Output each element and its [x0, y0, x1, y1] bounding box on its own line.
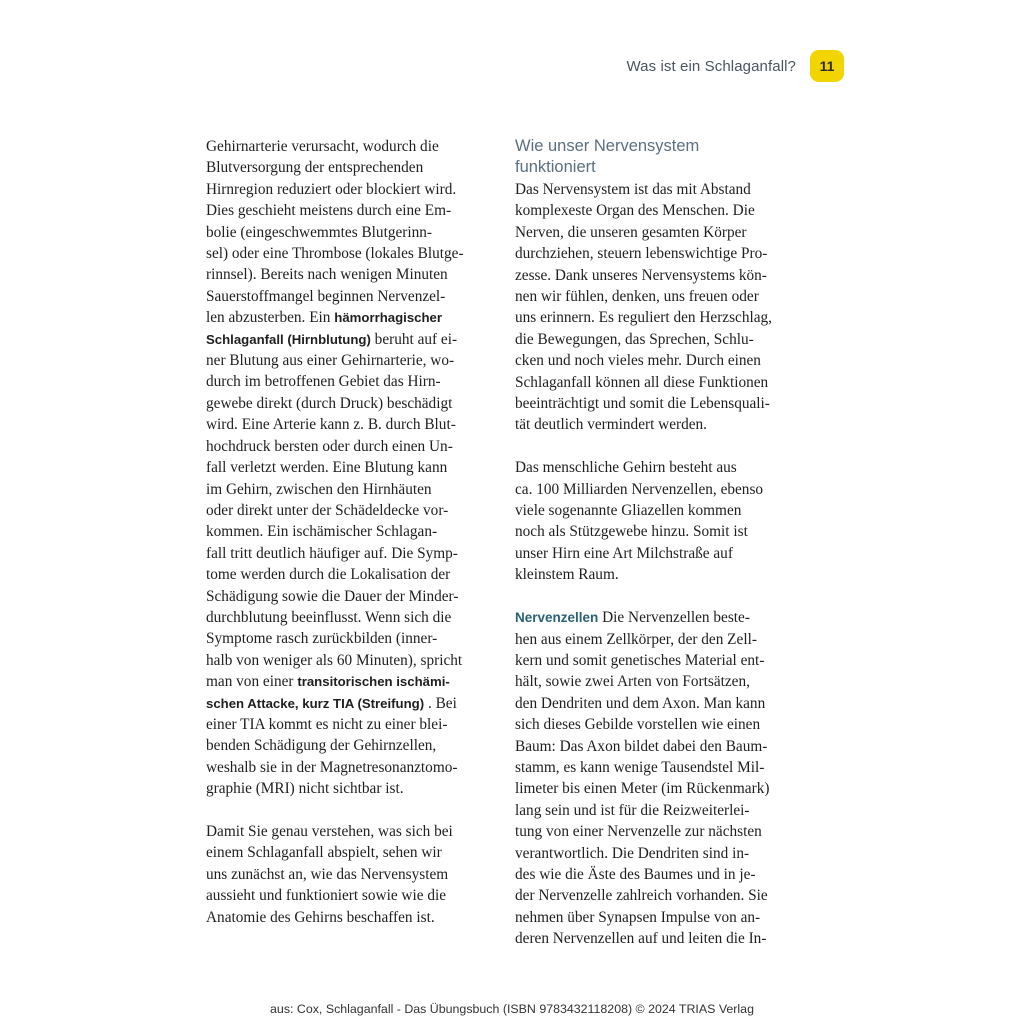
text-line: sel) oder eine Thrombose (lokales Blutge-	[206, 245, 464, 263]
paragraph-gap	[515, 436, 810, 457]
text-run: . Bei	[424, 694, 457, 712]
running-head	[626, 50, 844, 82]
text-run: man von einer	[206, 673, 298, 691]
text-run: len abzusterben. Ein	[206, 309, 335, 327]
text-line: zesse. Dank unseres Nervensystems kön-	[515, 266, 767, 284]
text-run: beruht auf ei-	[370, 330, 458, 348]
text-line: Hirnregion reduziert oder blockiert wird.	[206, 180, 457, 198]
text-line: Anatomie des Gehirns beschaffen ist.	[206, 908, 435, 926]
text-line: Symptome rasch zurückbilden (inner-	[206, 630, 438, 648]
text-line: kleinstem Raum.	[515, 566, 619, 584]
text-line: nehmen über Synapsen Impulse von an-	[515, 908, 761, 926]
text-line: einem Schlaganfall abspielt, sehen wir	[206, 844, 442, 862]
text-line	[206, 307, 496, 328]
text-line: uns zunächst an, wie das Nervensystem	[206, 865, 449, 883]
text-line: cken und noch vieles mehr. Durch einen	[515, 352, 761, 370]
paragraph	[515, 457, 810, 585]
text-line: hochdruck bersten oder durch einen Un-	[206, 437, 453, 455]
text-line: Blutversorgung der entsprechenden	[206, 159, 424, 177]
text-line: Das menschliche Gehirn besteht aus	[515, 459, 737, 477]
heading-line: Wie unser Nervensystem	[515, 137, 700, 155]
text-line: bolie (eingeschwemmtes Blutgerinn-	[206, 223, 432, 241]
heading-line: funktioniert	[515, 158, 596, 176]
page-number-badge: 11	[810, 50, 844, 82]
text-line: Schädigung sowie die Dauer der Minder-	[206, 587, 459, 605]
text-line: durch im betroffenen Gebiet das Hirn-	[206, 373, 441, 391]
text-line	[206, 671, 496, 692]
text-run: Die Nervenzellen beste-	[598, 609, 750, 627]
text-line: nen wir fühlen, denken, uns freuen oder	[515, 288, 759, 306]
source-footer: aus: Cox, Schlaganfall - Das Übungsbuch (ISBN 9783432118208) © 2024 TRIAS Verlag	[270, 1002, 754, 1016]
text-line: Damit Sie genau verstehen, was sich bei	[206, 822, 453, 840]
text-line: viele sogenannte Gliazellen kommen	[515, 502, 742, 520]
text-line: Nerven, die unseren gesamten Körper	[515, 223, 747, 241]
paragraph	[206, 136, 496, 800]
text-line: tome werden durch die Lokalisation der	[206, 566, 451, 584]
text-line: ner Blutung aus einer Gehirnarterie, wo-	[206, 352, 455, 370]
right-column	[515, 136, 810, 950]
text-line: im Gehirn, zwischen den Hirnhäuten	[206, 480, 432, 498]
text-line: Baum: Das Axon bildet dabei den Baum-	[515, 737, 768, 755]
paragraph	[206, 821, 496, 928]
text-line: deren Nervenzellen auf und leiten die In-	[515, 930, 767, 948]
text-line: durchziehen, steuern lebenswichtige Pro-	[515, 245, 768, 263]
paragraph	[515, 179, 810, 436]
text-line: verantwortlich. Die Dendriten sind in-	[515, 844, 750, 862]
text-line: hen aus einem Zellkörper, der den Zell-	[515, 630, 757, 648]
text-line: beeinträchtigt und somit die Lebensquali-	[515, 395, 770, 413]
text-line: Sauerstoffmangel beginnen Nervenzel-	[206, 287, 446, 305]
text-line: weshalb sie in der Magnetresonanztomo-	[206, 758, 458, 776]
text-line: Gehirnarterie verursacht, wodurch die	[206, 138, 439, 155]
text-line: Dies geschieht meistens durch eine Em-	[206, 202, 452, 220]
text-line: den Dendriten und dem Axon. Man kann	[515, 694, 766, 712]
run-in-term: Nervenzellen	[515, 610, 599, 626]
key-term: Schlaganfall (Hirnblutung)	[206, 331, 371, 347]
text-line: fall tritt deutlich häufiger auf. Die Symp-	[206, 544, 458, 562]
text-line: Das Nervensystem ist das mit Abstand	[515, 181, 751, 198]
text-line: Schlaganfall können all diese Funktionen	[515, 373, 769, 391]
text-line: oder direkt unter der Schädeldecke vor-	[206, 501, 449, 519]
text-line	[206, 693, 496, 714]
text-line: tung von einer Nervenzelle zur nächsten	[515, 823, 762, 841]
running-title: Was ist ein Schlaganfall?	[626, 57, 796, 75]
text-line: komplexeste Organ des Menschen. Die	[515, 202, 755, 220]
text-line: fall verletzt werden. Eine Blutung kann	[206, 459, 448, 477]
text-line: tät deutlich vermindert werden.	[515, 416, 707, 434]
text-line: aussieht und funktioniert sowie wie die	[206, 887, 447, 905]
text-line: wird. Eine Arterie kann z. B. durch Blut-	[206, 416, 456, 434]
key-term: schen Attacke, kurz TIA (Streifung)	[206, 695, 425, 711]
text-line	[515, 607, 810, 628]
text-line: lang sein und ist für die Reizweiterlei-	[515, 801, 750, 819]
key-term: transitorischen ischämi-	[297, 674, 450, 690]
text-line: die Bewegungen, das Sprechen, Schlu-	[515, 330, 754, 348]
text-line: hält, sowie zwei Arten von Fortsätzen,	[515, 673, 750, 691]
text-line: uns erinnern. Es reguliert den Herzschlag,	[515, 309, 772, 327]
left-column	[206, 136, 496, 928]
paragraph-gap	[515, 586, 810, 607]
text-line: graphie (MRI) nicht sichtbar ist.	[206, 780, 404, 798]
text-line: benden Schädigung der Gehirnzellen,	[206, 737, 437, 755]
text-line: gewebe direkt (durch Druck) beschädigt	[206, 394, 453, 412]
text-line: halb von weniger als 60 Minuten), spricht	[206, 651, 463, 669]
text-line: stamm, es kann wenige Tausendstel Mil-	[515, 758, 765, 776]
text-line: des wie die Äste des Baumes und in je-	[515, 865, 756, 883]
text-line: kommen. Ein ischämischer Schlagan-	[206, 523, 438, 541]
text-line: unser Hirn eine Art Milchstraße auf	[515, 544, 733, 562]
key-term: hämorrhagischer	[334, 310, 443, 326]
text-line: der Nervenzelle zahlreich vorhanden. Sie	[515, 887, 768, 905]
text-line: rinnsel). Bereits nach wenigen Minuten	[206, 266, 448, 284]
paragraph	[515, 607, 810, 950]
text-line: ca. 100 Milliarden Nervenzellen, ebenso	[515, 480, 764, 498]
text-line: limeter bis einen Meter (im Rückenmark)	[515, 780, 770, 798]
section-heading	[515, 136, 810, 178]
text-line: durchblutung beeinflusst. Wenn sich die	[206, 608, 452, 626]
text-line: noch als Stützgewebe hinzu. Somit ist	[515, 523, 748, 541]
text-line: sich dieses Gebilde vorstellen wie einen	[515, 716, 761, 734]
text-line: kern und somit genetisches Material ent-	[515, 651, 765, 669]
text-line: einer TIA kommt es nicht zu einer blei-	[206, 715, 448, 733]
paragraph-gap	[206, 800, 496, 821]
text-line	[206, 329, 496, 350]
